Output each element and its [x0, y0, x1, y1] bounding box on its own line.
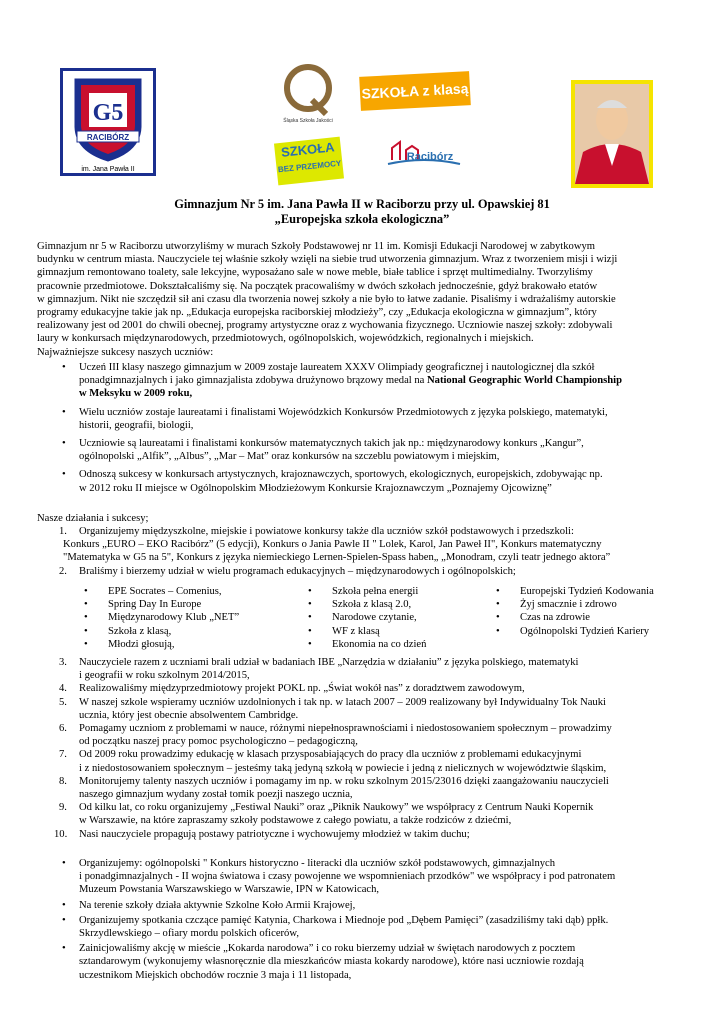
raciborz-logo [386, 138, 462, 178]
program-item [84, 638, 296, 651]
program-item [84, 585, 296, 598]
program-item [308, 638, 500, 651]
text-line: Gimnazjum nr 5 w Raciborzu utworzyliśmy w murach Szkoły Podstawowej nr 11 im. Komisji Edukacji Narodowej w zabytkowym [37, 241, 596, 252]
successes-list [62, 361, 691, 495]
text-line: ucznia, który jest obecnie absolwentem Cambridge. [79, 709, 299, 721]
bullet-icon: • [62, 406, 66, 418]
programs-columns [70, 585, 670, 657]
actions-heading: Nasze działania i sukcesy; [37, 513, 149, 524]
text-line: sztandarowym (wykonujemy własnoręcznie dla mieszkańców miasta kokardy narodowe), które nasi uczniowie rozdają [79, 956, 584, 968]
bullet-icon: • [496, 586, 500, 597]
text-line: Nasi nauczyciele propagują postawy patriotyczne i wychowujemy młodzież w takim duchu; [79, 828, 470, 840]
text-line: Odnoszą sukcesy w konkursach artystycznych, krajoznawczych, sportowych, ekologicznych, europejskich, zdobywając np. [79, 469, 603, 481]
text-line: i z niedostosowaniem społecznym – jesteśmy taką jedyną szkołą w powiecie i jedną z nielicznych w województwie śląskim, [79, 762, 607, 774]
list-item [59, 775, 691, 801]
text-line: w Warszawie, na które zapraszamy szkoły podstawowe z całego powiatu, a także rodziców z dziećmi, [79, 815, 512, 827]
list-item [59, 565, 691, 578]
text-line: laury w konkursach międzynarodowych, przedmiotowych, ogólnopolskich, wojewódzkich, regionalnych i miejskich. [37, 333, 534, 345]
program-label: Młodzi głosują, [108, 638, 175, 650]
text-line: programy edukacyjne takie jak np. „Edukacja europejska raciborskiej młodzieży”, czy „Edukacja ekologiczna w gimnazjum”, który [37, 307, 597, 319]
programs-col-2 [308, 585, 500, 651]
text-line: gimnazjum remontowano toalety, sale lekcyjne, wyposażano sale w nowe meble, białe tablice i sprzęt multimedialny. Tworzyliśmy [37, 267, 593, 279]
list-item [62, 406, 691, 432]
list-item [62, 468, 691, 494]
text-line: Od 2009 roku prowadzimy edukację w klasach przysposabiających do pracy dla uczniów z problemami edukacyjnymi [79, 749, 582, 761]
svg-text:RACIBÓRZ: RACIBÓRZ [86, 133, 130, 142]
bullet-icon: • [62, 438, 66, 450]
program-label: Spring Day In Europe [108, 599, 202, 611]
program-label: WF z klasą [332, 625, 380, 637]
bullet-icon: • [62, 943, 66, 955]
text-line: realizowany jest od 2001 do chwili obecnej, programy artystyczne oraz z wychowania fizycznego. Uczniowie naszej szkoły: zdobywali [37, 320, 613, 332]
text-line: Pomagamy uczniom z problemami w nauce, różnymi niepełnosprawnościami i niedostosowaniem społecznym – prowadzimy [79, 723, 612, 735]
programs-col-1 [84, 585, 296, 651]
program-label: Europejski Tydzień Kodowania [520, 586, 654, 597]
program-label: EPE Socrates – Comenius, [108, 586, 222, 597]
patriotic-list [62, 857, 691, 982]
bullet-icon: • [308, 625, 312, 637]
list-item [59, 722, 691, 748]
list-item [62, 857, 691, 897]
bullet-icon: • [308, 586, 312, 597]
text-line: Organizujemy: ogólnopolski " Konkurs historyczno - literacki dla uczniów szkół podstawowych, gimnazjalnych [79, 858, 556, 869]
bullet-icon: • [496, 599, 500, 611]
text-line: Na terenie szkoły działa aktywnie Szkolne Koło Armii Krajowej, [79, 899, 356, 911]
bullet-icon: • [62, 858, 66, 869]
svg-text:Racibórz: Racibórz [406, 151, 454, 163]
bullet-icon: • [62, 469, 66, 481]
list-number: 1. [59, 526, 67, 537]
bez-przemocy-line1: SZKOŁA [280, 139, 336, 160]
text-line: w gimnazjum. Nikt nie szczędził sił ani czasu dla tworzenia nowej szkoły a nie było to łatwe zadanie. Pisaliśmy i wdrażaliśmy autorskie [37, 293, 616, 305]
program-label: Narodowe czytanie, [332, 612, 417, 624]
program-item [496, 585, 670, 598]
bullet-icon: • [308, 638, 312, 650]
bez-przemocy-line2: BEZ PRZEMOCY [277, 158, 342, 175]
text-line: pracownie przedmiotowe. Dokształcaliśmy się. Na początek pracowaliśmy w dwóch szkołach jednocześnie, gdyż brakowało etatów [37, 280, 598, 292]
actions-list-b [54, 656, 691, 841]
page-subtitle: „Europejska szkoła ekologiczna” [274, 212, 450, 226]
program-label: Żyj smacznie i zdrowo [520, 599, 617, 611]
program-item [84, 625, 296, 638]
szkola-z-klasa-logo: SZKOŁA z klasą [359, 71, 471, 111]
text-line: ogólnopolski „Alfik”, „Albus”, „Mar – Mat” oraz konkursów na szczeblu powiatowym i miejskim, [79, 451, 500, 463]
text-line: Braliśmy i bierzemy udział w wielu programach edukacyjnych – międzynarodowych i ogólnopolskich; [79, 565, 516, 577]
list-item [62, 361, 691, 401]
list-item [59, 682, 691, 695]
text-line: Uczniowie są laureatami i finalistami konkursów matematycznych takich jak np.: międzynarodowy konkurs „Kangur”, [79, 438, 584, 450]
program-label: Międzynarodowy Klub „NET” [108, 612, 240, 624]
text-line: od początku naszej pracy pomoc psychologiczno – pedagogiczną, [79, 736, 358, 748]
bullet-icon: • [308, 612, 312, 624]
text-line: Uczeń III klasy naszego gimnazjum w 2009 zostaje laureatem XXXV Olimpiady geograficznej i nautologicznej dla szkół [79, 362, 595, 373]
pope-john-paul-portrait [571, 80, 653, 188]
text-line: w 2012 roku II miejsce w Ogólnopolskim Młodzieżowym Konkursie Krajoznawczym „Poznajemy Ojcowiznę” [79, 482, 552, 494]
program-item [308, 625, 500, 638]
text-line: Monitorujemy talenty naszych uczniów i pomagamy im np. w roku szkolnym 2015/23016 dzięki zaangażowaniu nauczycieli [79, 775, 609, 787]
bullet-icon: • [84, 625, 88, 637]
text-line: Muzeum Powstania Warszawskiego w Warszawie, IPN w Katowicach, [79, 884, 380, 896]
bullet-icon: • [62, 362, 66, 373]
svg-text:Śląska Szkoła Jakości: Śląska Szkoła Jakości [283, 118, 333, 124]
text-line: w Meksyku w 2009 roku, [79, 388, 193, 400]
list-item [59, 748, 691, 774]
list-number: 7. [59, 749, 67, 761]
program-item [496, 625, 670, 638]
bullet-icon: • [84, 638, 88, 650]
list-number: 6. [59, 723, 67, 735]
text-line: historii, geografii, biologii, [79, 419, 194, 431]
text-line: Od kilku lat, co roku organizujemy „Festiwal Nauki” oraz „Piknik Naukowy” we współpracy z Centrum Nauki Kopernik [79, 802, 594, 814]
text-line: budynku w centrum miasta. Nauczyciele tej właśnie szkoły wzięli na siebie trud utworzenia gimnazjum. Wraz z tworzeniem misji i wizji [37, 254, 618, 266]
program-item [84, 598, 296, 611]
list-item [54, 828, 691, 841]
text-line: i geografii w roku szkolnym 2014/2015, [79, 670, 250, 682]
text-line: W naszej szkole wspieramy uczniów uzdolnionych i tak np. w latach 2007 – 2009 realizowany był Indywidualny Tok Nauki [79, 696, 606, 708]
program-label: Szkoła pełna energii [332, 586, 419, 597]
text-line: Konkurs „EURO – EKO Racibórz” (5 edycji), Konkurs o Jania Pawle II " Lolek, Karol, Jan Paweł II", Konkurs matematyczny [63, 539, 602, 551]
list-item [59, 656, 691, 682]
list-number: 2. [59, 565, 67, 577]
list-item [62, 914, 691, 940]
text-line: "Matematyka w G5 na 5", Konkurs z języka niemieckiego Lernen-Spielen-Spass haben„ „Monodram, czyli teatr jednego aktora” [63, 552, 611, 564]
school-crest-icon [63, 71, 153, 173]
bullet-icon: • [496, 612, 500, 624]
text-span: ponadgimnazjalnych i jako gimnazjalista zdobywa drużynowo brązowy medal na [79, 375, 428, 387]
text-line: i ponadgimnazjalnych - II wojna światowa i czasy powojenne we wspomnieniach przodków" we współpracy i pod patronatem [79, 871, 616, 883]
list-number: 8. [59, 775, 67, 787]
list-item [59, 525, 691, 565]
bullet-icon: • [496, 625, 500, 637]
text-line: Organizujemy spotkania czczące pamięć Katynia, Charkowa i Miednoje pod „Dębem Pamięci” (zasadziliśmy taki dąb) ppłk. [79, 914, 609, 926]
bold-text: National Geographic World Championship [427, 375, 622, 387]
page-title: Gimnazjum Nr 5 im. Jana Pawła II w Raciborzu przy ul. Opawskiej 81 [174, 197, 550, 211]
program-label: Ogólnopolski Tydzień Kariery [520, 625, 650, 637]
list-item [62, 942, 691, 982]
intro-paragraph [37, 240, 689, 359]
text-line: Realizowaliśmy międzyprzedmiotowy projekt POKL np. „Świat wokół nas” z doradztwem zawodowym, [79, 683, 525, 695]
svg-text:im. Jana Pawła II: im. Jana Pawła II [81, 166, 135, 173]
text-line: uczestnikom Miejskich obchodów rocznie 3 maja i 11 listopada, [79, 969, 352, 981]
text-line: Wielu uczniów zostaje laureatami i finalistami Wojewódzkich Konkursów Przedmiotowych z języka polskiego, matematyki, [79, 406, 608, 418]
list-item [59, 801, 691, 827]
program-item [84, 611, 296, 624]
program-item [496, 598, 670, 611]
bullet-icon: • [62, 899, 66, 911]
slaska-szkola-jakosci-logo [278, 62, 338, 124]
successes-heading: Najważniejsze sukcesy naszych uczniów: [37, 346, 214, 358]
list-item [62, 899, 691, 912]
list-item [62, 437, 691, 463]
text-line: Organizujemy międzyszkolne, miejskie i powiatowe konkursy także dla uczniów szkół podstawowych i przedszkoli: [79, 526, 574, 537]
program-item [308, 611, 500, 624]
svg-text:G5: G5 [92, 100, 124, 126]
school-logo [60, 68, 156, 176]
program-item [496, 611, 670, 624]
programs-col-3 [496, 585, 670, 638]
bullet-icon: • [308, 599, 312, 611]
bullet-icon: • [84, 586, 88, 597]
program-item [308, 598, 500, 611]
actions-list-a [59, 525, 691, 578]
list-number: 9. [59, 802, 67, 814]
program-label: Ekonomia na co dzień [332, 638, 427, 650]
list-number: 10. [54, 828, 68, 840]
text-line: naszego gimnazjum wydany został tomik poezji naszego ucznia, [79, 789, 353, 801]
text-line: Skrzydlewskiego – ofiary mordu polskich oficerów, [79, 928, 299, 940]
program-label: Czas na zdrowie [520, 612, 591, 624]
bullet-icon: • [84, 599, 88, 611]
list-number: 5. [59, 696, 67, 708]
list-number: 4. [59, 683, 67, 695]
text-line: Zainicjowaliśmy akcję w mieście „Kokarda narodowa” i co roku bierzemy udział w świętach narodowych z pocztem [79, 943, 576, 955]
list-item [59, 696, 691, 722]
program-item [308, 585, 500, 598]
bullet-icon: • [84, 612, 88, 624]
text-line: Nauczyciele razem z uczniami brali udział w badaniach IBE „Narzędzia w działaniu” z języka polskiego, matematyki [79, 657, 579, 668]
szkola-bez-przemocy-logo [274, 137, 344, 186]
program-label: Szkoła z klasą, [108, 625, 172, 637]
program-label: Szkoła z klasą 2.0, [332, 599, 412, 611]
text-line [79, 374, 691, 387]
bullet-icon: • [62, 914, 66, 926]
list-number: 3. [59, 657, 67, 668]
